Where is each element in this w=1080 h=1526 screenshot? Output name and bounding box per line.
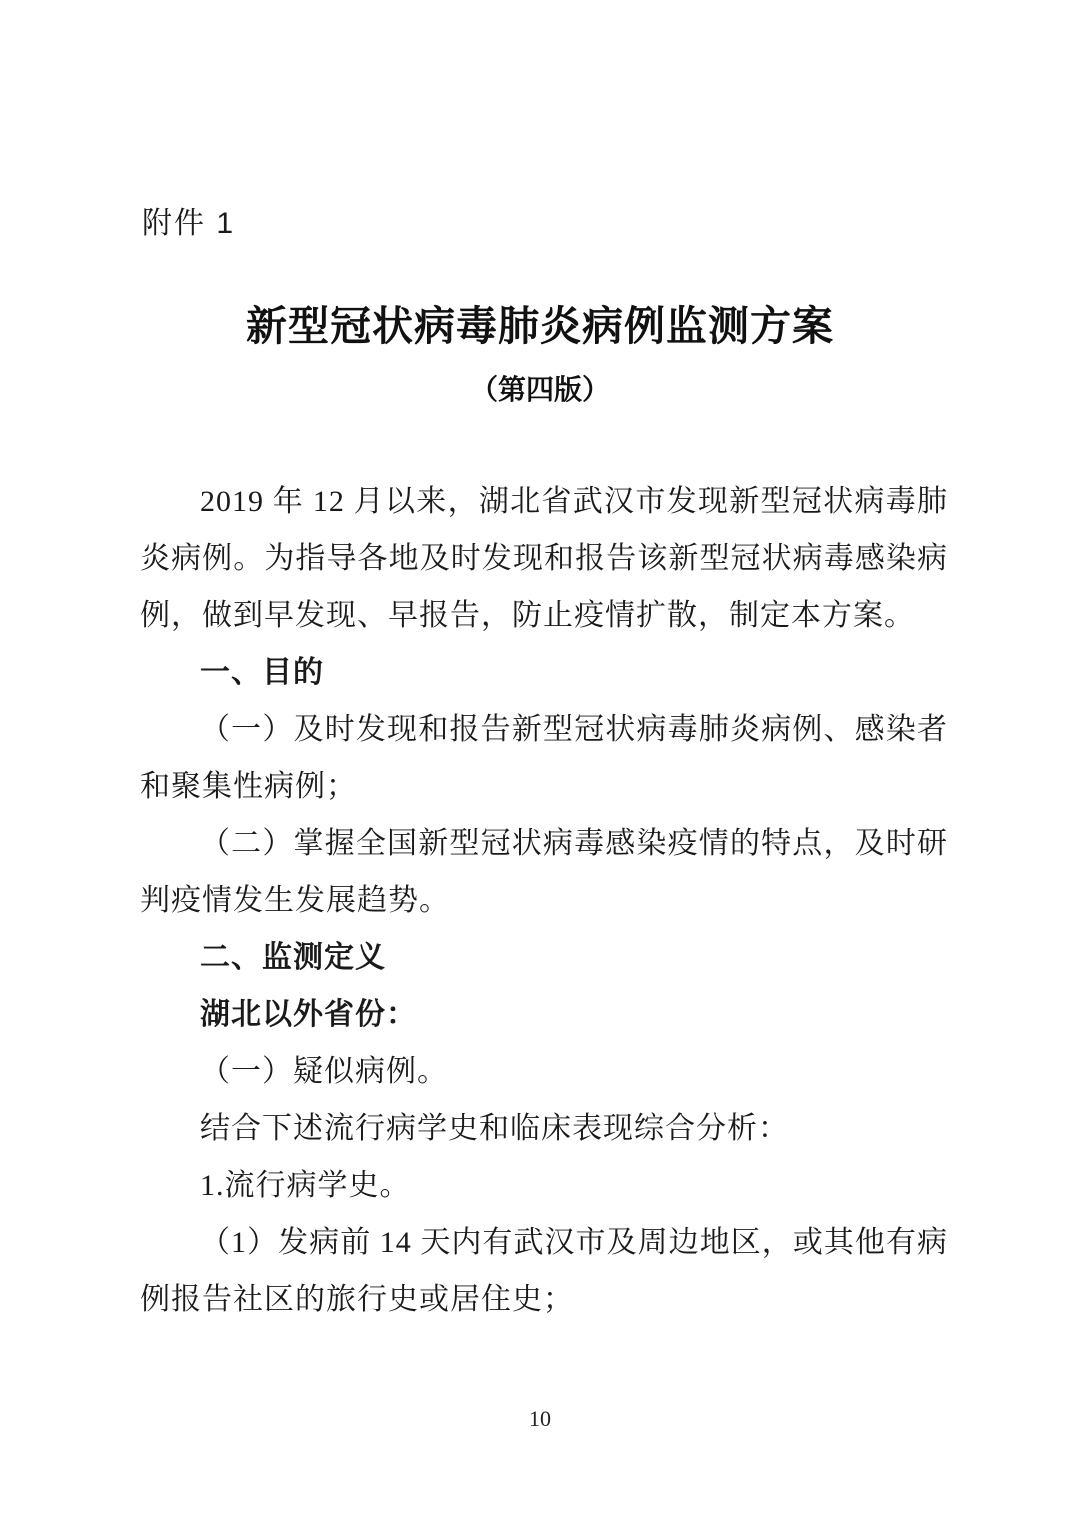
document-subtitle: （第四版）: [469, 375, 610, 406]
section-2-paragraph-1: 结合下述流行病学史和临床表现综合分析：: [200, 1112, 789, 1145]
intro-paragraph: 2019 年 12 月以来，湖北省武汉市发现新型冠状病毒肺炎病例。为指导各地及时发现和报告该新型冠状病毒感染病例，做到早发现、早报告，防止疫情扩散，制定本方案。: [140, 485, 948, 632]
section-1-item-2: （二）掌握全国新型冠状病毒感染疫情的特点，及时研判疫情发生发展趋势。: [140, 827, 948, 917]
section-2-subheading-suspected-case: （一）疑似病例。: [200, 1055, 448, 1088]
document-title: 新型冠状病毒肺炎病例监测方案: [246, 303, 834, 349]
section-2-heading: 二、监测定义: [200, 941, 386, 974]
attachment-label: 附件 1: [142, 207, 236, 240]
section-1-heading: 一、目的: [200, 656, 324, 689]
page-number: 10: [529, 1406, 551, 1431]
section-2-paragraph-3-travel-history: （1）发病前 14 天内有武汉市及周边地区，或其他有病例报告社区的旅行史或居住史；: [140, 1226, 948, 1316]
document-body: [140, 473, 948, 1328]
section-1-item-1: （一）及时发现和报告新型冠状病毒肺炎病例、感染者和聚集性病例；: [140, 713, 948, 803]
section-2-paragraph-2-epidemiology-history: 1.流行病学史。: [200, 1169, 411, 1202]
section-2-scope-heading: 湖北以外省份：: [200, 998, 417, 1031]
